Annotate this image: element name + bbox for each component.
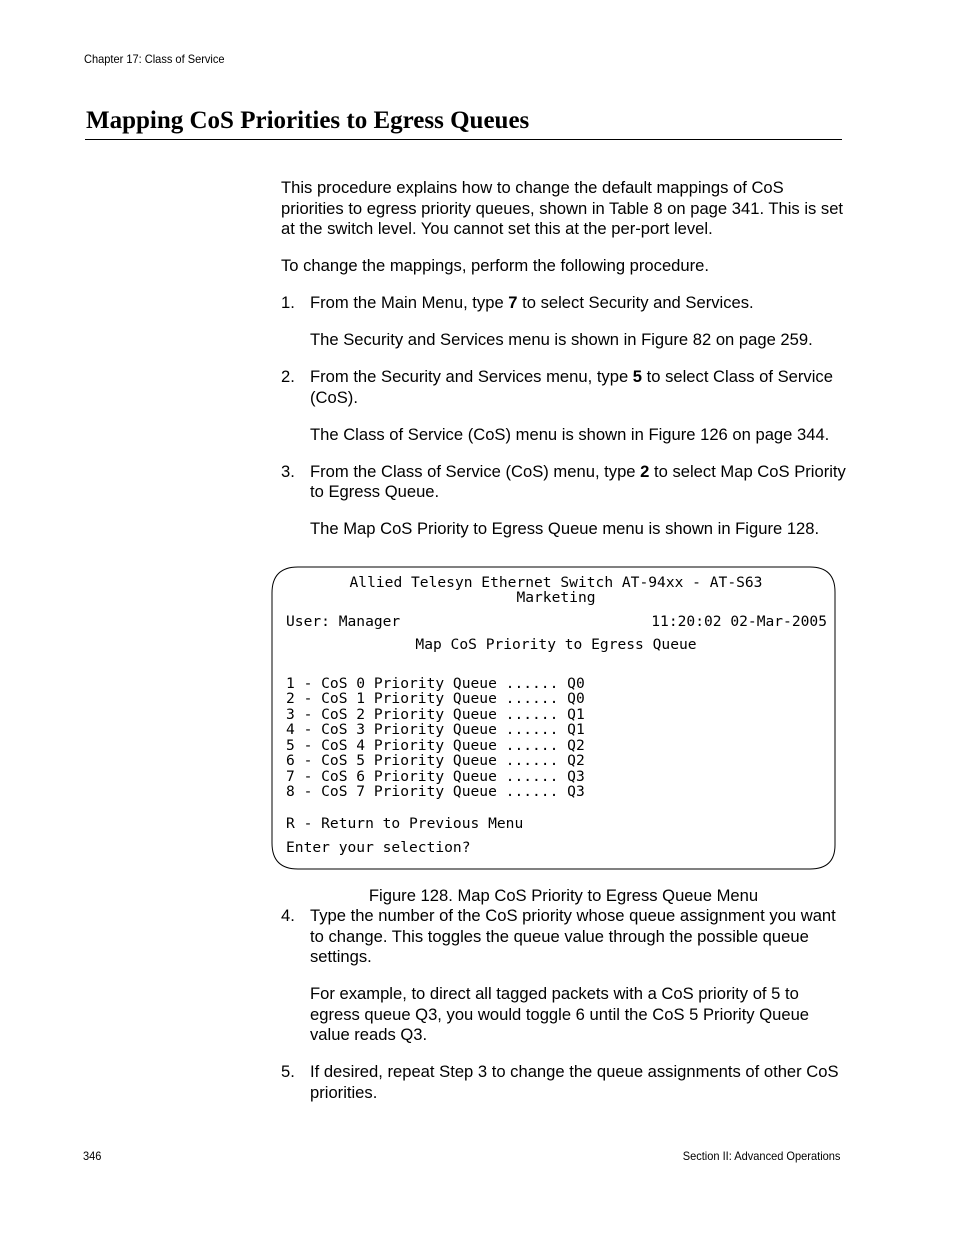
menu-key: 7 (508, 293, 518, 312)
page-number: 346 (83, 1149, 102, 1163)
chapter-header: Chapter 17: Class of Service (84, 52, 225, 66)
menu-option-5[interactable]: 5 - CoS 4 Priority Queue ...... Q2 (286, 736, 585, 754)
step-note: For example, to direct all tagged packets with a CoS priority of 5 to egress queue Q3, you would toggle 6 until the CoS 5 Priority Queue value reads Q3. (310, 984, 810, 1044)
menu-option-8[interactable]: 8 - CoS 7 Priority Queue ...... Q3 (286, 783, 585, 800)
terminal-datetime: 11:20:02 02-Mar-2005 (651, 612, 827, 630)
step-5 (281, 1062, 846, 1103)
menu-option-3[interactable]: 3 - CoS 2 Priority Queue ...... Q1 (286, 705, 585, 723)
menu-option-4[interactable]: 4 - CoS 3 Priority Queue ...... Q1 (286, 721, 585, 738)
menu-key: 5 (632, 367, 643, 386)
step-4 (281, 906, 846, 1046)
intro-paragraph: This procedure explains how to change the default mappings of CoS priorities to egress priority queues, shown in Table 8 on page 341. This is set at the switch level. You cannot set this at the per-port level. (281, 178, 844, 238)
step-number: 5. (281, 1062, 295, 1081)
step-note: The Map CoS Priority to Egress Queue menu is shown in Figure 128. (310, 519, 820, 538)
procedure-intro: To change the mappings, perform the following procedure. (281, 256, 710, 275)
step-note: The Security and Services menu is shown in Figure 82 on page 259. (310, 330, 813, 349)
step-text: If desired, repeat Step 3 to change the queue assignments of other CoS priorities. (310, 1062, 839, 1102)
menu-option-7[interactable]: 7 - CoS 6 Priority Queue ...... Q3 (286, 767, 585, 785)
section-footer: Section II: Advanced Operations (682, 1149, 840, 1163)
step-3 (281, 462, 846, 540)
step-number: 3. (281, 461, 295, 481)
terminal-screen (271, 566, 836, 870)
menu-option-return[interactable]: R - Return to Previous Menu (286, 814, 524, 832)
step-text: Type the number of the CoS priority whose queue assignment you want to change. This toggles the queue value through the possible queue settings. (310, 906, 836, 966)
figure-caption: Figure 128. Map CoS Priority to Egress Queue Menu (368, 885, 759, 905)
terminal-menu-title: Map CoS Priority to Egress Queue (415, 635, 697, 653)
terminal-product-line: Allied Telesyn Ethernet Switch AT-94xx - AT-S63 (349, 573, 763, 591)
step-number: 2. (281, 367, 295, 386)
step-2 (281, 367, 846, 445)
step-1 (281, 293, 846, 351)
step-number: 1. (281, 293, 295, 312)
terminal-user: User: Manager (286, 612, 401, 630)
menu-option-1[interactable]: 1 - CoS 0 Priority Queue ...... Q0 (286, 674, 585, 692)
step-number: 4. (281, 906, 295, 925)
step-note: The Class of Service (CoS) menu is shown in Figure 126 on page 344. (310, 424, 830, 444)
terminal-prompt[interactable]: Enter your selection? (286, 838, 471, 856)
title-rule (85, 139, 842, 140)
menu-option-6[interactable]: 6 - CoS 5 Priority Queue ...... Q2 (286, 752, 585, 769)
main-content (281, 178, 846, 1120)
terminal-location: Marketing (516, 588, 596, 606)
section-title: Mapping CoS Priorities to Egress Queues (86, 107, 530, 134)
step-text: From the Class of Service (CoS) menu, type 2 to select Map CoS Priority to Egress Queue. (310, 461, 846, 501)
step-text: From the Security and Services menu, type 5 to select Class of Service (CoS). (310, 367, 833, 407)
menu-key: 2 (640, 461, 650, 481)
step-text: From the Main Menu, type 7 to select Security and Services. (310, 293, 754, 312)
menu-option-2[interactable]: 2 - CoS 1 Priority Queue ...... Q0 (286, 690, 585, 707)
